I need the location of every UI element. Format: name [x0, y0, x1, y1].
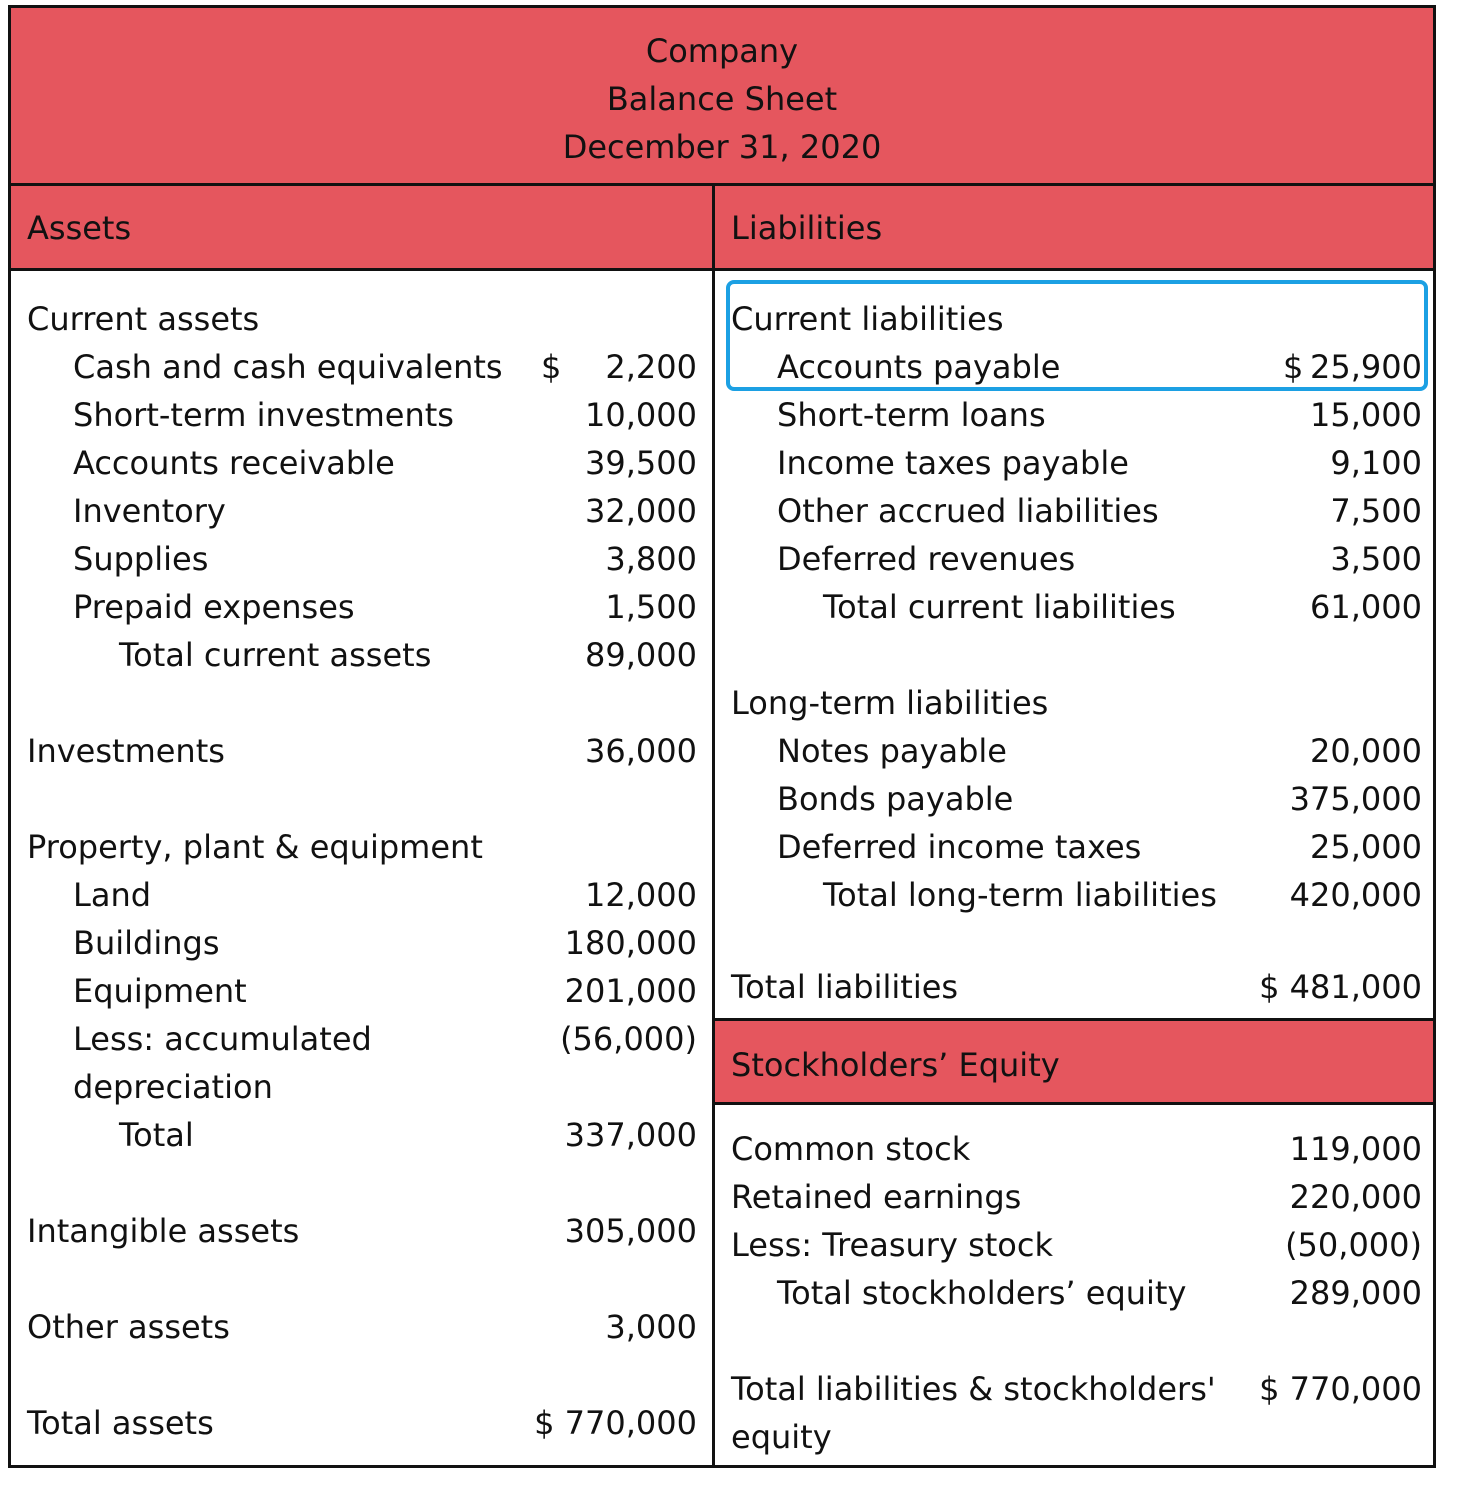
- current-assets-heading: Current assets: [27, 300, 260, 338]
- sheet-date: December 31, 2020: [562, 128, 882, 166]
- table-row: [27, 1015, 697, 1111]
- row-label: Land: [73, 876, 152, 914]
- table-row: [731, 727, 1422, 775]
- row-value: 337,000: [564, 1116, 697, 1154]
- row-value: 305,000: [564, 1212, 697, 1250]
- balance-sheet: [8, 5, 1436, 1468]
- row-label: Accounts receivable: [73, 444, 395, 482]
- row-label: Less: accumulated depreciation: [73, 1020, 372, 1106]
- row-value: 61,000: [1310, 588, 1422, 626]
- row-value: 9,100: [1330, 444, 1422, 482]
- row-value: 2,200: [605, 348, 697, 386]
- table-row: [27, 439, 697, 487]
- row-value: 420,000: [1289, 876, 1422, 914]
- row-label: Total stockholders’ equity: [777, 1274, 1187, 1312]
- sheet-header: [11, 8, 1433, 186]
- row-label: Other accrued liabilities: [777, 492, 1159, 530]
- row-value: 15,000: [1310, 396, 1422, 434]
- row-label: Total long-term liabilities: [823, 876, 1217, 914]
- liabilities-heading: Liabilities: [715, 186, 1433, 271]
- column-divider: [712, 186, 715, 1468]
- assets-column: [27, 271, 697, 1447]
- row-value: 7,500: [1330, 492, 1422, 530]
- equity-column: [731, 1105, 1422, 1461]
- row-label: Total current assets: [119, 636, 432, 674]
- row-label: Income taxes payable: [777, 444, 1129, 482]
- row-value: 89,000: [585, 636, 697, 674]
- row-value: 20,000: [1310, 732, 1422, 770]
- row-label: Intangible assets: [27, 1212, 300, 1250]
- row-label: Total: [119, 1116, 194, 1154]
- table-row: [27, 1303, 697, 1351]
- row-value: 39,500: [585, 444, 697, 482]
- table-row: [731, 535, 1422, 583]
- sheet-title: Balance Sheet: [606, 80, 838, 118]
- table-row: [731, 439, 1422, 487]
- row-label: Prepaid expenses: [73, 588, 355, 626]
- row-value: 32,000: [585, 492, 697, 530]
- grand-total-label: Total liabilities & stockholders' equity: [731, 1370, 1216, 1456]
- total-liabilities-value: $ 481,000: [1259, 968, 1422, 1006]
- table-row: [27, 823, 697, 871]
- table-row: [731, 1365, 1422, 1461]
- table-row: [27, 727, 697, 775]
- row-value: 25,000: [1310, 828, 1422, 866]
- table-row: [731, 871, 1422, 919]
- row-label: Less: Treasury stock: [731, 1226, 1053, 1264]
- row-label: Short-term loans: [777, 396, 1046, 434]
- table-row: [731, 679, 1422, 727]
- table-row: [27, 391, 697, 439]
- row-value: 180,000: [564, 924, 697, 962]
- long-term-liabilities-heading: Long-term liabilities: [731, 684, 1049, 722]
- table-row: [731, 1269, 1422, 1317]
- table-row: [731, 775, 1422, 823]
- row-label: Inventory: [73, 492, 226, 530]
- table-row: [27, 1399, 697, 1447]
- table-row: [27, 1111, 697, 1159]
- row-label: Cash and cash equivalents: [73, 348, 503, 386]
- total-liabilities-label: Total liabilities: [731, 968, 959, 1006]
- currency-symbol: $: [541, 348, 562, 386]
- row-value: 12,000: [585, 876, 697, 914]
- total-assets-label: Total assets: [27, 1404, 214, 1442]
- table-row: [731, 963, 1422, 1011]
- row-value: (56,000): [560, 1020, 697, 1058]
- row-label: Accounts payable: [777, 348, 1061, 386]
- total-assets-value: $ 770,000: [534, 1404, 697, 1442]
- row-value: 3,800: [605, 540, 697, 578]
- row-label: Notes payable: [777, 732, 1007, 770]
- table-row: [27, 583, 697, 631]
- row-label: Bonds payable: [777, 780, 1014, 818]
- row-value: 201,000: [564, 972, 697, 1010]
- currency-symbol: $: [1283, 348, 1304, 386]
- row-label: Buildings: [73, 924, 220, 962]
- row-label: Supplies: [73, 540, 209, 578]
- row-value: 36,000: [585, 732, 697, 770]
- row-value: 220,000: [1289, 1178, 1422, 1216]
- row-value: 1,500: [605, 588, 697, 626]
- table-row: [731, 1221, 1422, 1269]
- row-label: Investments: [27, 732, 225, 770]
- table-row: [27, 919, 697, 967]
- row-label: Deferred income taxes: [777, 828, 1142, 866]
- table-row: [731, 1173, 1422, 1221]
- row-label: Short-term investments: [73, 396, 454, 434]
- row-value: 3,000: [605, 1308, 697, 1346]
- table-row: [731, 583, 1422, 631]
- table-row: [27, 343, 697, 391]
- equity-heading: Stockholders’ Equity: [715, 1018, 1433, 1105]
- row-value: (50,000): [1285, 1226, 1422, 1264]
- accounts-payable-highlight: [726, 280, 1428, 391]
- table-row: [731, 487, 1422, 535]
- row-value: 289,000: [1289, 1274, 1422, 1312]
- row-label: Deferred revenues: [777, 540, 1076, 578]
- row-label: Total current liabilities: [823, 588, 1176, 626]
- row-value: 119,000: [1289, 1130, 1422, 1168]
- table-row: [731, 1125, 1422, 1173]
- table-row: [27, 1207, 697, 1255]
- row-value: 25,900: [1310, 348, 1422, 386]
- table-row: [27, 871, 697, 919]
- current-liabilities-heading: Current liabilities: [731, 300, 1004, 338]
- row-label: Other assets: [27, 1308, 230, 1346]
- table-row: [27, 295, 697, 343]
- table-row: [27, 487, 697, 535]
- row-label: Common stock: [731, 1130, 971, 1168]
- row-value: 375,000: [1289, 780, 1422, 818]
- company-name: Company: [645, 32, 799, 70]
- row-value: 10,000: [585, 396, 697, 434]
- table-row: [27, 967, 697, 1015]
- table-row: [731, 391, 1422, 439]
- grand-total-value: $ 770,000: [1259, 1370, 1422, 1408]
- assets-heading: Assets: [11, 186, 712, 271]
- ppe-heading: Property, plant & equipment: [27, 828, 483, 866]
- table-row: [27, 631, 697, 679]
- row-label: Equipment: [73, 972, 247, 1010]
- table-row: [731, 823, 1422, 871]
- row-value: 3,500: [1330, 540, 1422, 578]
- table-row: [27, 535, 697, 583]
- row-label: Retained earnings: [731, 1178, 1022, 1216]
